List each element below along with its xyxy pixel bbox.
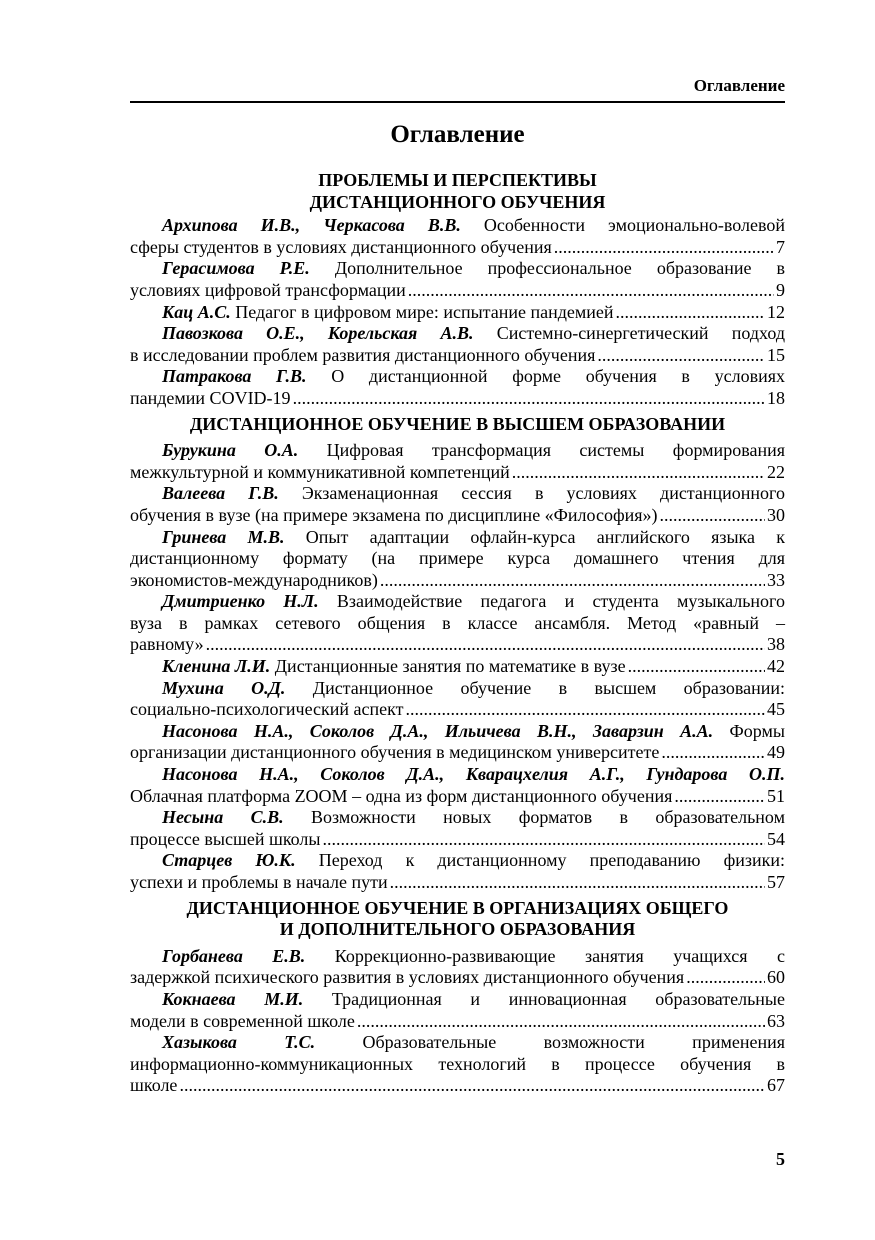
entry-middle-line: вуза в рамках сетевого общения в классе ансамбля. Метод «равный – [130,612,785,633]
toc-entry [130,366,785,409]
entry-title-start: Системно-синергетический подход [473,323,785,344]
table-of-contents [130,170,785,1097]
entry-first-line [130,323,785,345]
entry-last-line [130,570,785,592]
dot-leader [660,505,765,527]
toc-entry [130,946,785,989]
dot-leader [206,634,765,656]
entry-first-line [130,678,785,700]
entry-last-line [130,967,785,989]
entry-authors: Насонова Н.А., Соколов Д.А., Ильичева В.Н., Заварзин А.А. [162,720,714,741]
entry-first-line [130,764,785,786]
entry-title-end: межкультурной и коммуникативной компетенций [130,461,510,482]
entry-last-line [130,388,785,410]
dot-leader [512,462,765,484]
entry-page-number: 51 [767,785,785,806]
entry-title-start: Дополнительное профессиональное образование в [309,258,785,279]
entry-title-end: задержкой психического развития в условиях дистанционного обучения [130,967,685,988]
entry-title-end: модели в современной школе [130,1010,355,1031]
page-number: 5 [776,1149,785,1169]
section-heading [130,414,785,436]
entry-page-number: 12 [767,301,785,322]
entry-title: Педагог в цифровом мире: испытание пандемией [230,301,614,322]
section-heading [130,898,785,941]
entry-title-start: Формы [713,720,785,741]
entry-title: Дистанционные занятия по математике в вузе [270,656,626,677]
entry-last-line [130,699,785,721]
toc-entry [130,483,785,526]
dot-leader [554,237,774,259]
dot-leader [597,345,765,367]
entry-authors: Патракова Г.В. [162,366,307,387]
dot-leader [686,967,765,989]
entry-page-number: 9 [776,279,785,300]
entry-title-start: Переход к дистанционному преподаванию физики: [295,850,785,871]
dot-leader [390,872,765,894]
entry-title-end: социально-психологический аспект [130,699,404,720]
toc-entry [130,807,785,850]
entry-first-line [130,807,785,829]
entry-first-line [130,483,785,505]
entry-page-number: 30 [767,504,785,525]
entry-page-number: 42 [767,656,785,677]
toc-entry [130,850,785,893]
entry-first-line [130,258,785,280]
entry-last-line [130,829,785,851]
entry-title-end: успехи и проблемы в начале пути [130,872,388,892]
entry-last-line [130,872,785,894]
entry-title-end: условиях цифровой трансформации [130,279,406,300]
entry-title-start: Особенности эмоционально-волевой [460,215,785,236]
entry-first-line [130,527,785,549]
entry-page-number: 63 [767,1010,785,1031]
entry-first-line [130,721,785,743]
entry-authors: Старцев Ю.К. [162,850,296,871]
entry-title-end: школе [130,1075,178,1096]
entry-title-start: Взаимодействие педагога и студента музыкального [318,591,785,612]
toc-entry-text [162,656,626,678]
dot-leader [179,1075,765,1097]
dot-leader [293,388,765,410]
entry-title-start: Образовательные возможности применения [315,1032,785,1053]
entry-authors: Валеева Г.В. [162,483,279,504]
entry-last-line [130,280,785,302]
toc-entry [130,721,785,764]
section-heading [130,170,785,213]
entry-title-end: Облачная платформа ZOOM – одна из форм дистанционного обучения [130,785,673,806]
entry-last-line [130,634,785,656]
entry-page-number: 57 [767,872,785,892]
entry-title-end: обучения в вузе (на примере экзамена по дисциплине «Философия») [130,504,658,525]
dot-leader [406,699,765,721]
entry-last-line [130,505,785,527]
entry-last-line [130,742,785,764]
entry-page-number: 60 [767,967,785,988]
entry-last-line [130,462,785,484]
entry-title-end: в исследовании проблем развития дистанционного обучения [130,344,596,365]
toc-entry [130,764,785,807]
entry-authors: Кокнаева М.И. [162,988,304,1009]
entry-last-line [130,345,785,367]
entry-page-number: 49 [767,742,785,763]
dot-leader [357,1011,765,1033]
entry-title-start: Цифровая трансформация системы формирования [298,440,785,461]
entry-authors: Несына С.В. [162,807,284,828]
section-heading-line: И ДОПОЛНИТЕЛЬНОГО ОБРАЗОВАНИЯ [279,919,636,940]
dot-leader [408,280,774,302]
entry-authors: Кац А.С. [162,301,231,322]
dot-leader [380,570,765,592]
entry-authors: Хазыкова Т.С. [162,1032,316,1053]
entry-first-line [130,215,785,237]
section-heading-line: ДИСТАНЦИОННОЕ ОБУЧЕНИЕ В ОРГАНИЗАЦИЯХ ОБЩЕГО [186,897,729,918]
entry-title-start: Экзаменационная сессия в условиях дистанционного [278,483,785,504]
header-rule [130,101,785,103]
entry-authors: Архипова И.В., Черкасова В.В. [162,215,461,236]
entry-authors: Герасимова Р.Е. [162,258,310,279]
entry-first-line [130,989,785,1011]
dot-leader [616,302,765,324]
entry-title-start: О дистанционной форме обучения в условиях [306,366,785,387]
entry-page-number: 67 [767,1075,785,1096]
entry-last-line [130,237,785,259]
entry-authors: Горбанева Е.В. [162,945,306,966]
entry-title-start: Возможности новых форматов в образовательном [283,807,785,828]
toc-entry [130,989,785,1032]
entry-title-start: Коррекционно-развивающие занятия учащихся с [305,945,785,966]
entry-title-start: Опыт адаптации офлайн-курса английского языка к [284,526,785,547]
entry-page-number: 18 [767,387,785,408]
toc-entry [130,323,785,366]
dot-leader [674,786,765,808]
entry-page-number: 15 [767,344,785,365]
toc-entry [130,302,785,324]
entry-last-line [130,1075,785,1097]
entry-title-start: Дистанционное обучение в высшем образовании: [285,677,785,698]
entry-title-end: пандемии COVID-19 [130,387,291,408]
entry-page-number: 38 [767,634,785,655]
toc-entry [130,527,785,592]
entry-last-line [130,786,785,808]
toc-entry [130,215,785,258]
entry-page-number: 7 [776,236,785,257]
dot-leader [323,829,766,851]
entry-authors: Павозкова О.Е., Корельская А.В. [162,323,474,344]
entry-page-number: 45 [767,699,785,720]
entry-page-number: 22 [767,461,785,482]
section-heading-line: ДИСТАНЦИОННОЕ ОБУЧЕНИЕ В ВЫСШЕМ ОБРАЗОВАНИИ [189,413,726,434]
running-head: Оглавление [693,76,785,95]
entry-title-end: экономистов-международников) [130,569,378,590]
entry-first-line [130,440,785,462]
entry-title-start: Традиционная и инновационная образовательные [303,988,786,1009]
section-heading-line: ПРОБЛЕМЫ И ПЕРСПЕКТИВЫ [318,170,597,190]
page-title: Оглавление [390,121,525,148]
toc-entry [130,258,785,301]
entry-first-line [130,366,785,388]
entry-authors: Гринева М.В. [162,526,285,547]
toc-entry [130,678,785,721]
entry-authors: Бурукина О.А. [162,440,299,461]
entry-authors: Кленина Л.И. [162,656,271,677]
entry-authors: Мухина О.Д. [162,677,286,698]
entry-title-end: сферы студентов в условиях дистанционного обучения [130,236,552,257]
entry-middle-line: информационно-коммуникационных технологий в процессе обучения в [130,1053,785,1074]
entry-authors: Дмитриенко Н.Л. [162,591,319,612]
entry-first-line [130,1032,785,1054]
section-heading-line: ДИСТАНЦИОННОГО ОБУЧЕНИЯ [309,191,606,212]
entry-title-end: равному» [130,634,204,655]
toc-entry-text [162,302,614,324]
dot-leader [661,742,765,764]
entry-title-end: процессе высшей школы [130,828,321,849]
entry-first-line [130,946,785,968]
toc-entry [130,591,785,656]
entry-first-line [130,850,785,872]
dot-leader [628,656,765,678]
entry-middle-line: дистанционному формату (на примере курса домашнего чтения для [130,548,785,569]
entry-first-line [130,591,785,613]
toc-entry [130,1032,785,1097]
entry-last-line [130,1011,785,1033]
entry-title-end: организации дистанционного обучения в медицинском университете [130,742,660,763]
entry-page-number: 54 [767,828,785,849]
entry-page-number: 33 [767,569,785,590]
toc-entry [130,656,785,678]
entry-authors: Насонова Н.А., Соколов Д.А., Кварацхелия А.Г., Гундарова О.П. [162,764,785,785]
toc-entry [130,440,785,483]
